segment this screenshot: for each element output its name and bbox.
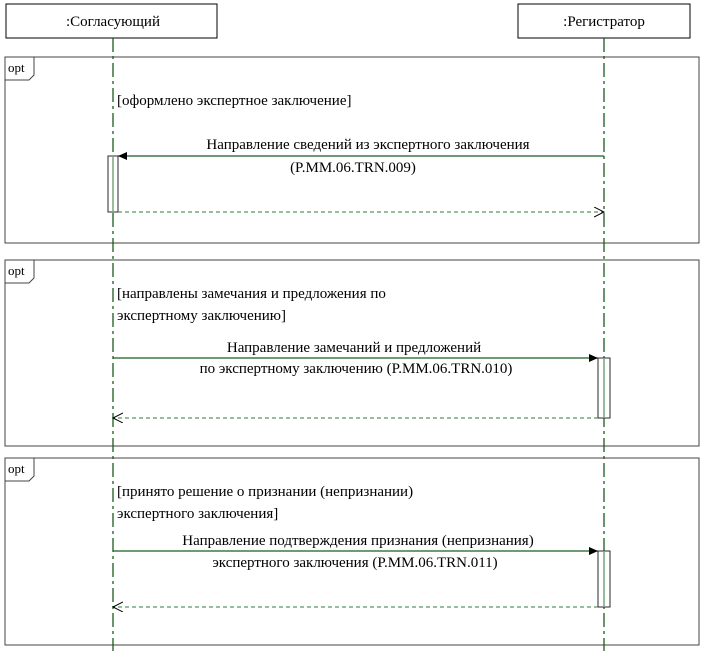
fragment-operator: opt [8,263,25,278]
message-label-line-2: экспертного заключения (P.MM.06.TRN.011) [212,555,498,571]
message-label-line-1: Направление сведений из экспертного заключения [206,137,530,153]
guard-line-1: [направлены замечания и предложения по [117,286,386,302]
guard-line-1: [принято решение о признании (непризнании) [117,484,414,500]
guard-line-1: [оформлено экспертное заключение] [117,93,352,109]
opt-fragment-3 [5,458,699,645]
message-label-line-2: (P.MM.06.TRN.009) [290,160,416,176]
participant-soglasuyushchiy [6,4,217,38]
fragment-operator: opt [8,461,25,476]
participant-right-label: :Регистратор [563,14,645,30]
message-label-line-2: по экспертному заключению (P.MM.06.TRN.010) [199,361,513,377]
participant-left-label: :Согласующий [66,14,160,30]
opt-fragment-1 [5,57,699,243]
guard-line-2: экспертного заключения] [117,506,279,522]
opt-fragment-2 [5,260,699,446]
participant-registrator [518,4,690,38]
message-label-line-1: Направление подтверждения признания (непризнания) [182,533,534,549]
fragment-operator: opt [8,60,25,75]
message-label-line-1: Направление замечаний и предложений [226,340,482,356]
guard-line-2: экспертному заключению] [117,308,286,324]
